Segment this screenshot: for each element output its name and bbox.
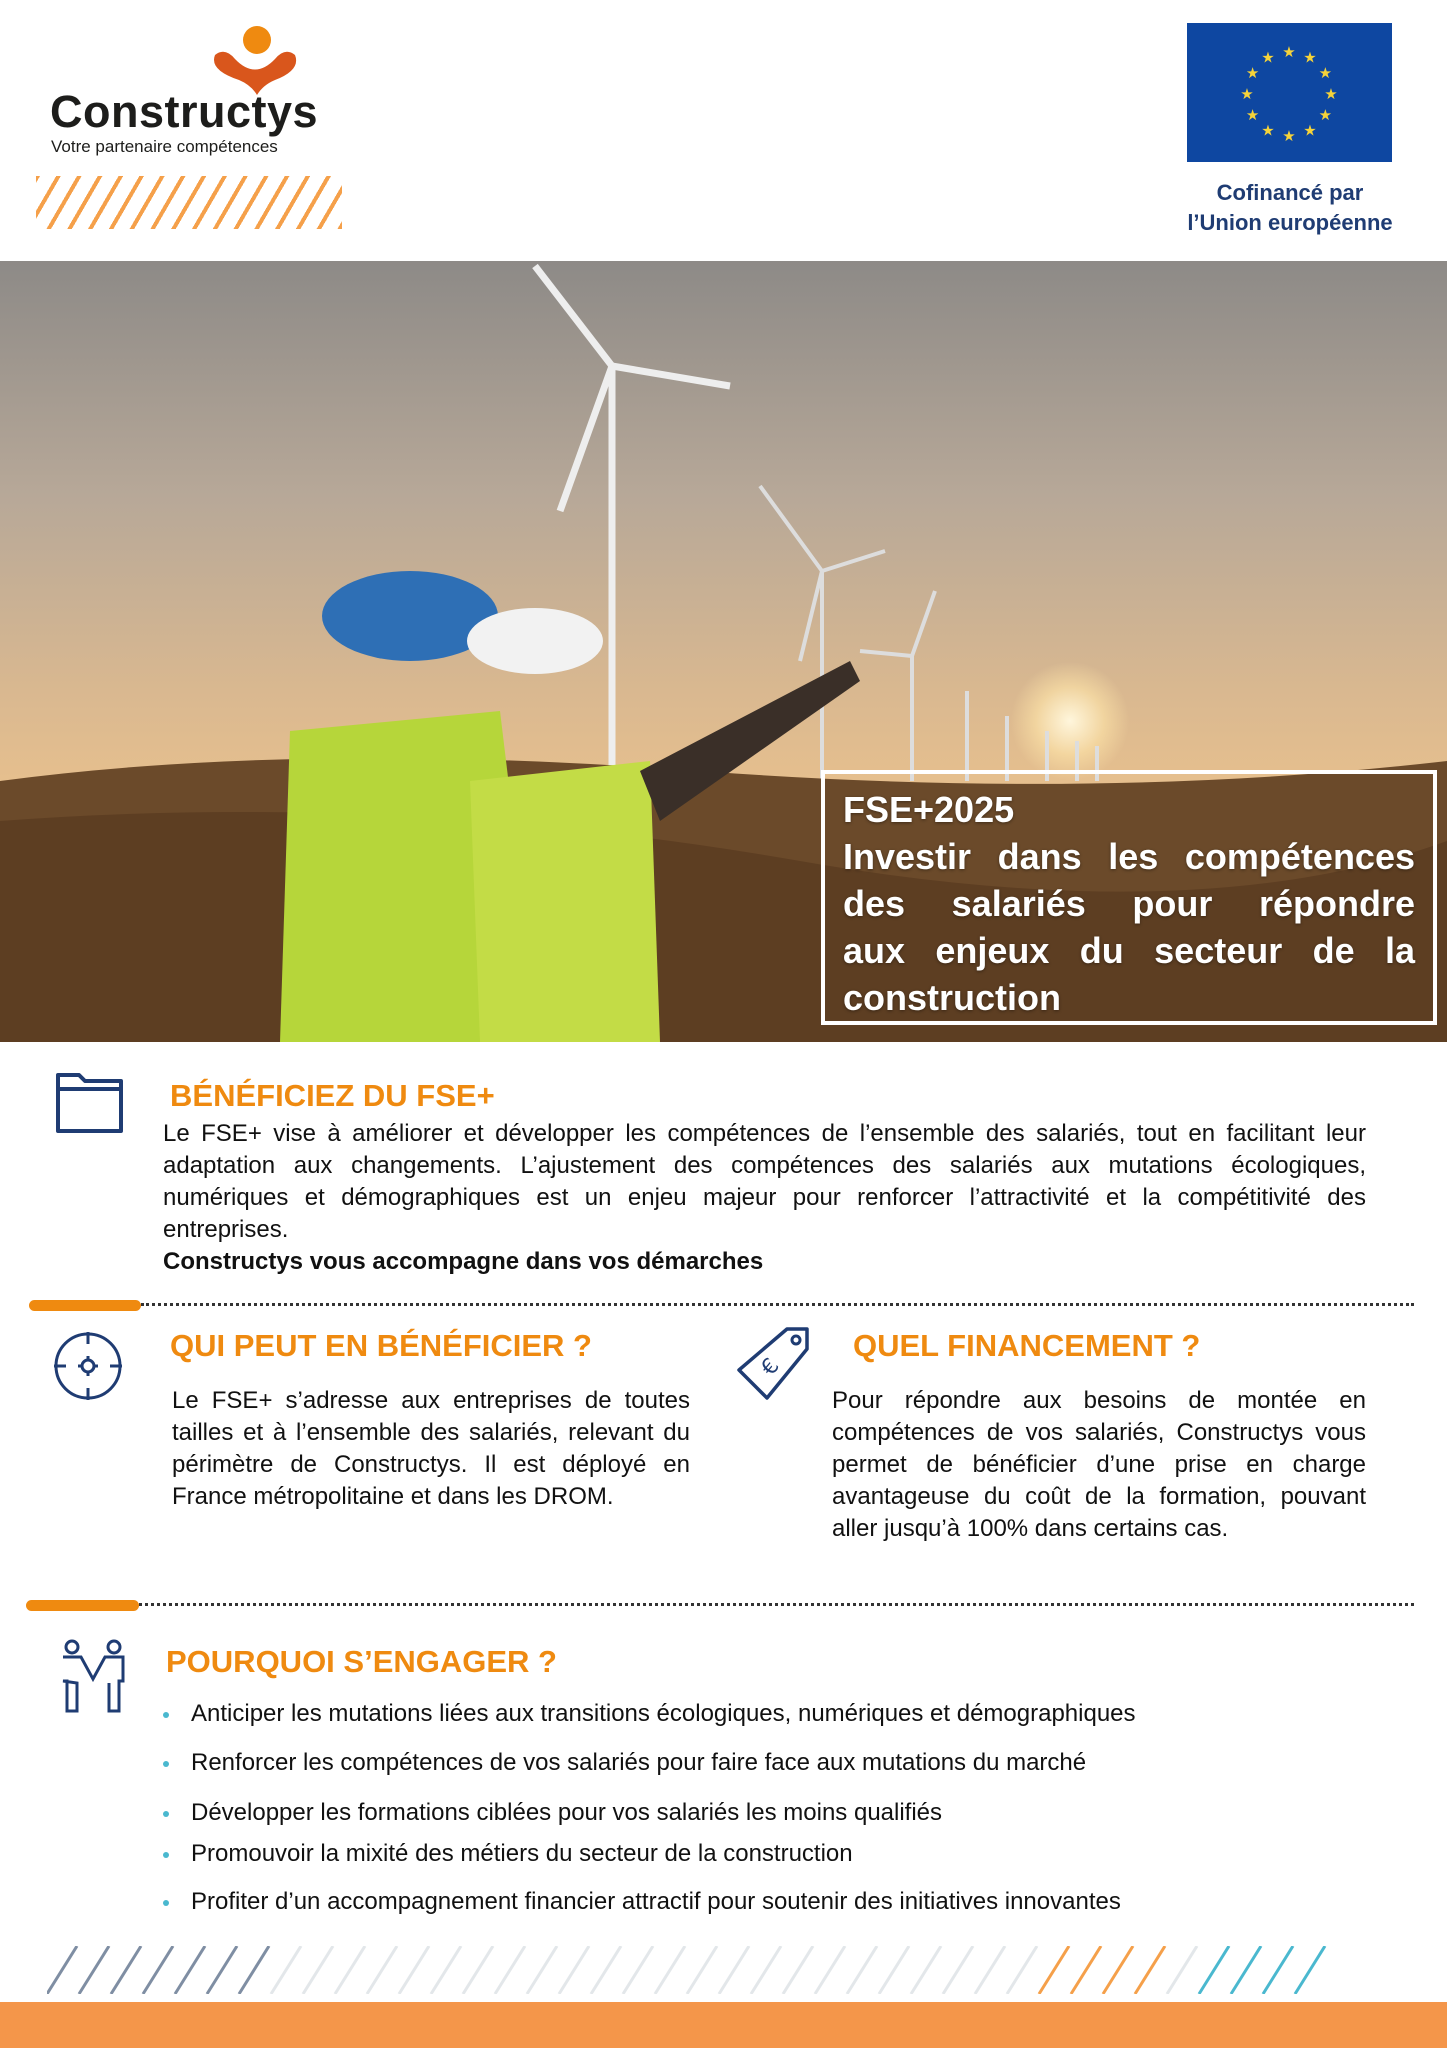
hero-title-line: FSE+2025 <box>843 789 1015 830</box>
stripe <box>975 1946 1005 1994</box>
stripe <box>719 1946 749 1994</box>
stripe <box>335 1946 365 1994</box>
list-item-text: Profiter d’un accompagnement financier attractif pour soutenir des initiatives innovantes <box>191 1888 1121 1915</box>
stripe <box>271 1946 301 1994</box>
stripe <box>1007 1946 1037 1994</box>
section-body-beneficiez: Le FSE+ vise à améliorer et développer les compétences de l’ensemble des salariés, tout en facilitant leur adaptation aux changements. L’ajustement des compétences des salariés aux mutations écologiques, numériques et démographiques est un enjeu majeur pour renforcer l’attractivité et la compétitivité des entreprises. <box>163 1120 1366 1243</box>
hero-title-line: Investir dans les compétences <box>843 836 1415 877</box>
hero-title-line: construction <box>843 977 1062 1018</box>
stripe <box>911 1946 941 1994</box>
list-item <box>163 1887 1121 1917</box>
hero-title-line: aux enjeux du secteur de la <box>843 930 1415 971</box>
stripe <box>527 1946 557 1994</box>
eu-star: ★ <box>1282 128 1296 145</box>
price-tag-euro-icon <box>735 1326 811 1402</box>
eu-star: ★ <box>1240 86 1254 103</box>
stripe <box>79 1946 109 1994</box>
stripe <box>591 1946 621 1994</box>
list-item-text: Développer les formations ciblées pour vos salariés les moins qualifiés <box>191 1799 943 1826</box>
stripe <box>495 1946 525 1994</box>
footer-bar <box>0 2002 1447 2048</box>
stripe <box>783 1946 813 1994</box>
eu-star: ★ <box>1245 107 1260 124</box>
stripe <box>751 1946 781 1994</box>
divider-dotted <box>141 1302 1414 1306</box>
eu-star: ★ <box>1282 44 1296 61</box>
bullet-icon <box>163 1900 169 1906</box>
list-item-text: Renforcer les compétences de vos salariés pour faire face aux mutations du marché <box>191 1749 1087 1776</box>
stripe <box>879 1946 909 1994</box>
stripe <box>559 1946 589 1994</box>
eu-cofunding-label <box>1160 178 1420 238</box>
logo-tagline: Votre partenaire compétences <box>51 137 278 156</box>
target-icon <box>52 1330 124 1402</box>
stripe <box>1135 1946 1165 1994</box>
section-heading-beneficiez: BÉNÉFICIEZ DU FSE+ <box>170 1078 495 1113</box>
stripe <box>431 1946 461 1994</box>
stripe <box>1231 1946 1261 1994</box>
hero-title-box <box>821 770 1437 1025</box>
stripe <box>303 1946 333 1994</box>
stripe <box>239 1946 269 1994</box>
eu-star: ★ <box>1324 86 1338 103</box>
stripe <box>1263 1946 1293 1994</box>
logo-wordmark: Constructys <box>50 86 319 137</box>
bullet-icon <box>163 1852 169 1858</box>
stripe <box>1039 1946 1069 1994</box>
bullet-icon <box>163 1761 169 1767</box>
stripe <box>207 1946 237 1994</box>
stripe <box>1071 1946 1101 1994</box>
list-item-text: Promouvoir la mixité des métiers du secteur de la construction <box>191 1840 853 1867</box>
stripe <box>1295 1946 1325 1994</box>
divider-accent <box>26 1600 139 1611</box>
divider-dotted <box>139 1602 1414 1606</box>
section-heading-qui: QUI PEUT EN BÉNÉFICIER ? <box>170 1328 592 1363</box>
list-item <box>163 1798 942 1828</box>
list-item-text: Anticiper les mutations liées aux transitions écologiques, numériques et démographiques <box>191 1700 1136 1727</box>
stripe <box>111 1946 141 1994</box>
orange-stripes-decoration <box>36 176 342 229</box>
stripe <box>1199 1946 1229 1994</box>
eu-star: ★ <box>1261 122 1275 140</box>
bullet-icon <box>163 1811 169 1817</box>
stripe <box>1103 1946 1133 1994</box>
stripe <box>943 1946 973 1994</box>
stripe <box>1167 1946 1197 1994</box>
eu-star: ★ <box>1261 49 1275 67</box>
eu-star: ★ <box>1245 65 1260 82</box>
stripe <box>399 1946 429 1994</box>
eu-star: ★ <box>1303 122 1317 140</box>
stripe <box>367 1946 397 1994</box>
list-item <box>163 1748 1086 1778</box>
section-body-financement: Pour répondre aux besoins de montée en compétences de vos salariés, Constructys vous permet de bénéficier d’une prise en charge avantageuse du coût de la formation, pouvant aller jusqu’à 100% dans certains cas. <box>832 1387 1366 1542</box>
footer-stripes-decoration <box>47 1946 1404 1994</box>
eu-line-1: Cofinancé par <box>1216 180 1364 205</box>
bullet-icon <box>163 1712 169 1718</box>
stripe <box>143 1946 173 1994</box>
stripe <box>175 1946 205 1994</box>
stripe <box>463 1946 493 1994</box>
list-item <box>163 1699 1136 1729</box>
stripe <box>47 1946 77 1994</box>
eu-line-2: l’Union européenne <box>1187 210 1393 235</box>
section-heading-financement: QUEL FINANCEMENT ? <box>853 1328 1201 1363</box>
svg-text:€: € <box>756 1353 785 1381</box>
eu-star: ★ <box>1318 65 1333 82</box>
eu-star: ★ <box>1303 49 1317 67</box>
stripe <box>847 1946 877 1994</box>
hero-title-line: des salariés pour répondre <box>843 883 1415 924</box>
eu-star: ★ <box>1318 107 1333 124</box>
list-item <box>163 1839 853 1869</box>
folder-icon <box>55 1071 125 1135</box>
stripe <box>655 1946 685 1994</box>
stripe <box>687 1946 717 1994</box>
eu-flag-icon <box>1187 23 1392 162</box>
section-body-qui: Le FSE+ s’adresse aux entreprises de toutes tailles et à l’ensemble des salariés, relevant du périmètre de Constructys. Il est déployé en France métropolitaine et dans les DROM. <box>172 1387 690 1510</box>
people-holding-hands-icon <box>57 1639 129 1713</box>
stripe <box>815 1946 845 1994</box>
section-emphasis: Constructys vous accompagne dans vos démarches <box>163 1248 764 1275</box>
divider-accent <box>29 1300 141 1311</box>
section-heading-pourquoi: POURQUOI S’ENGAGER ? <box>166 1644 557 1679</box>
stripe <box>623 1946 653 1994</box>
